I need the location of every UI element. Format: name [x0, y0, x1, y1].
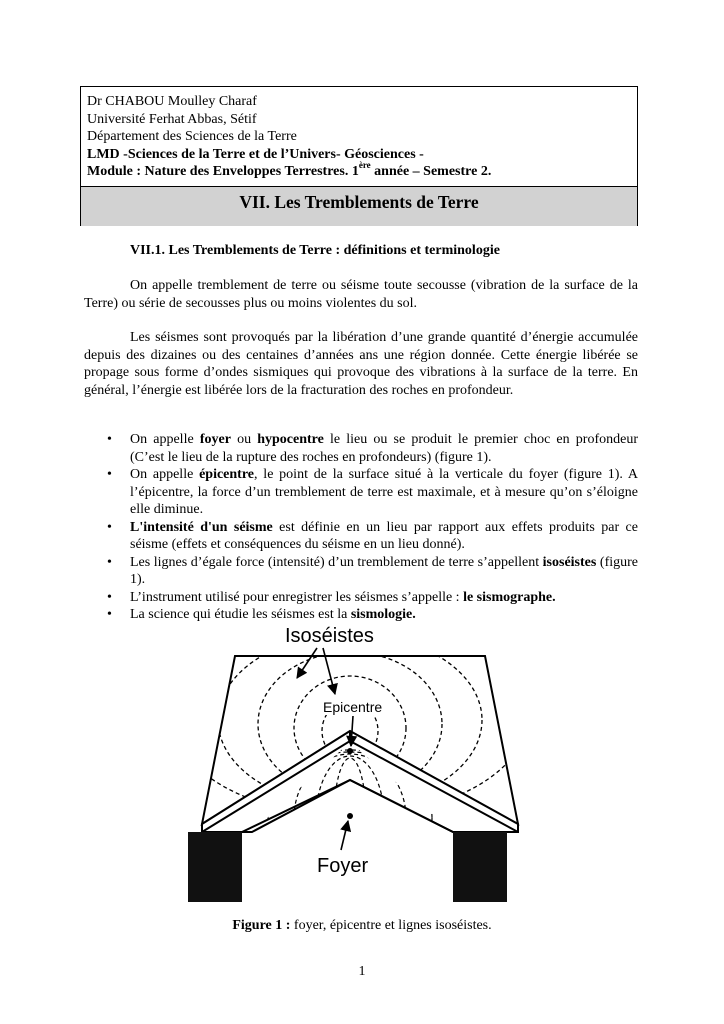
bullet-icon: • [107, 519, 112, 535]
list-item-intensite: • L'intensité d'un séisme est définie en un lieu par rapport aux effets produits par ce séisme (effets et conséquences du séisme en un lieu donné). [107, 519, 638, 552]
left-dark-block [188, 832, 242, 902]
list-item-isoseistes: • Les lignes d’égale force (intensité) d’un tremblement de terre s’appellent isoséistes (figure 1). [107, 554, 638, 587]
isoseistes-label: Isoséistes [285, 625, 374, 647]
page-number: 1 [358, 964, 366, 979]
caption-text: foyer, épicentre et lignes isoséistes. [290, 918, 492, 933]
module-ordinal-suffix: ère [358, 160, 371, 171]
department-line: Département des Sciences de la Terre [87, 129, 297, 144]
program-line: LMD -Sciences de la Terre et de l’Univers- Géosciences - [87, 146, 424, 162]
list-item-sismologie: • La science qui étudie les séismes est la sismologie. [107, 607, 416, 622]
bullet-icon: • [107, 432, 112, 447]
bullet-icon: • [107, 589, 112, 605]
author-line: Dr CHABOU Moulley Charaf [87, 94, 257, 109]
foyer-arrow [341, 821, 348, 850]
module-suffix: année – Semestre 2. [370, 164, 492, 179]
course-info [81, 87, 637, 186]
bullet-icon: • [107, 467, 112, 482]
university-line: Université Ferhat Abbas, Sétif [87, 111, 257, 127]
list-item-sismographe: • L’instrument utilisé pour enregistrer les séismes s’appelle : le sismographe. [107, 589, 556, 605]
list-item-epicentre: • On appelle épicentre, le point de la surface situé à la verticale du foyer (figure 1). A l’épicentre, la force d’un tremblement de terre est maximale, et à mesure qu’on s’éloigne elle diminue. [107, 467, 639, 517]
list-item-foyer: • On appelle foyer ou hypocentre le lieu ou se produit le premier choc en profondeur (C’est le lieu de la rupture des roches en profondeurs) (figure 1). [107, 432, 638, 465]
epicentre-label: Epicentre [323, 699, 383, 715]
terminology-list [84, 431, 638, 624]
caption-label: Figure 1 : [232, 918, 291, 933]
right-dark-block [453, 832, 507, 902]
epicentre-point-icon [347, 748, 353, 754]
bullet-icon: • [107, 554, 112, 570]
earthquake-diagram [185, 620, 535, 910]
course-header [80, 86, 638, 226]
module-prefix: Module : Nature des Enveloppes Terrestres. 1 [87, 164, 359, 179]
section-heading: VII.1. Les Tremblements de Terre : définitions et terminologie [130, 243, 500, 258]
chapter-title: VII. Les Tremblements de Terre [239, 192, 479, 212]
chapter-title-band [81, 186, 637, 226]
definition-paragraph: On appelle tremblement de terre ou séisme toute secousse (vibration de la surface de la Terre) ou série de secousses plus ou moins violentes du sol. [84, 278, 638, 311]
module-line [87, 160, 637, 181]
foyer-point-icon [347, 813, 353, 819]
figure-caption [0, 918, 724, 934]
foyer-label: Foyer [317, 855, 369, 877]
bullet-icon: • [107, 607, 112, 622]
cause-paragraph: Les séismes sont provoqués par la libération d’une grande quantité d’énergie accumulée depuis des dizaines ou des centaines d’années ans une région donnée. Cette énergie libérée se propage sous forme d’ondes sismiques qui provoque des vibrations à la surface de la terre. En général, l’énergie est libérée lors de la fracturation des roches en profondeur. [84, 330, 638, 398]
